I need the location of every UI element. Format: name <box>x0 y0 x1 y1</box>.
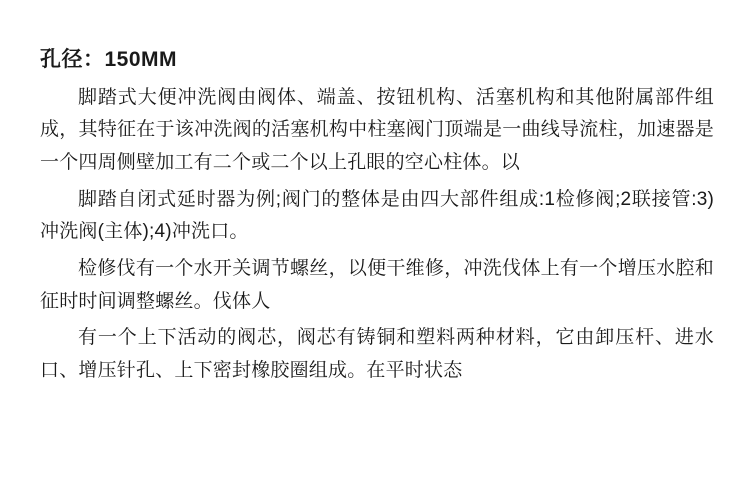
page-title: 孔径：150MM <box>40 48 178 71</box>
paragraph-2: 脚踏自闭式延时器为例;阀门的整体是由四大部件组成:1检修阀;2联接管:3)冲洗阀(主体);4)冲洗口。 <box>40 188 714 243</box>
paragraph-4: 有一个上下活动的阀芯，阀芯有铸铜和塑料两种材料，它由卸压杆、进水口、增压针孔、上下密封橡胶圈组成。在平时状态 <box>40 327 714 381</box>
paragraph-1: 脚踏式大便冲洗阀由阀体、端盖、按钮机构、活塞机构和其他附属部件组成，其特征在于该冲洗阀的活塞机构中柱塞阀门顶端是一曲线导流柱，加速器是一个四周侧壁加工有二个或二个以上孔眼的空心柱体。以 <box>40 86 714 173</box>
paragraph-3: 检修伐有一个水开关调节螺丝，以便干维修，冲洗伐体上有一个增压水腔和征时时间调整螺丝。伐体人 <box>40 257 714 312</box>
